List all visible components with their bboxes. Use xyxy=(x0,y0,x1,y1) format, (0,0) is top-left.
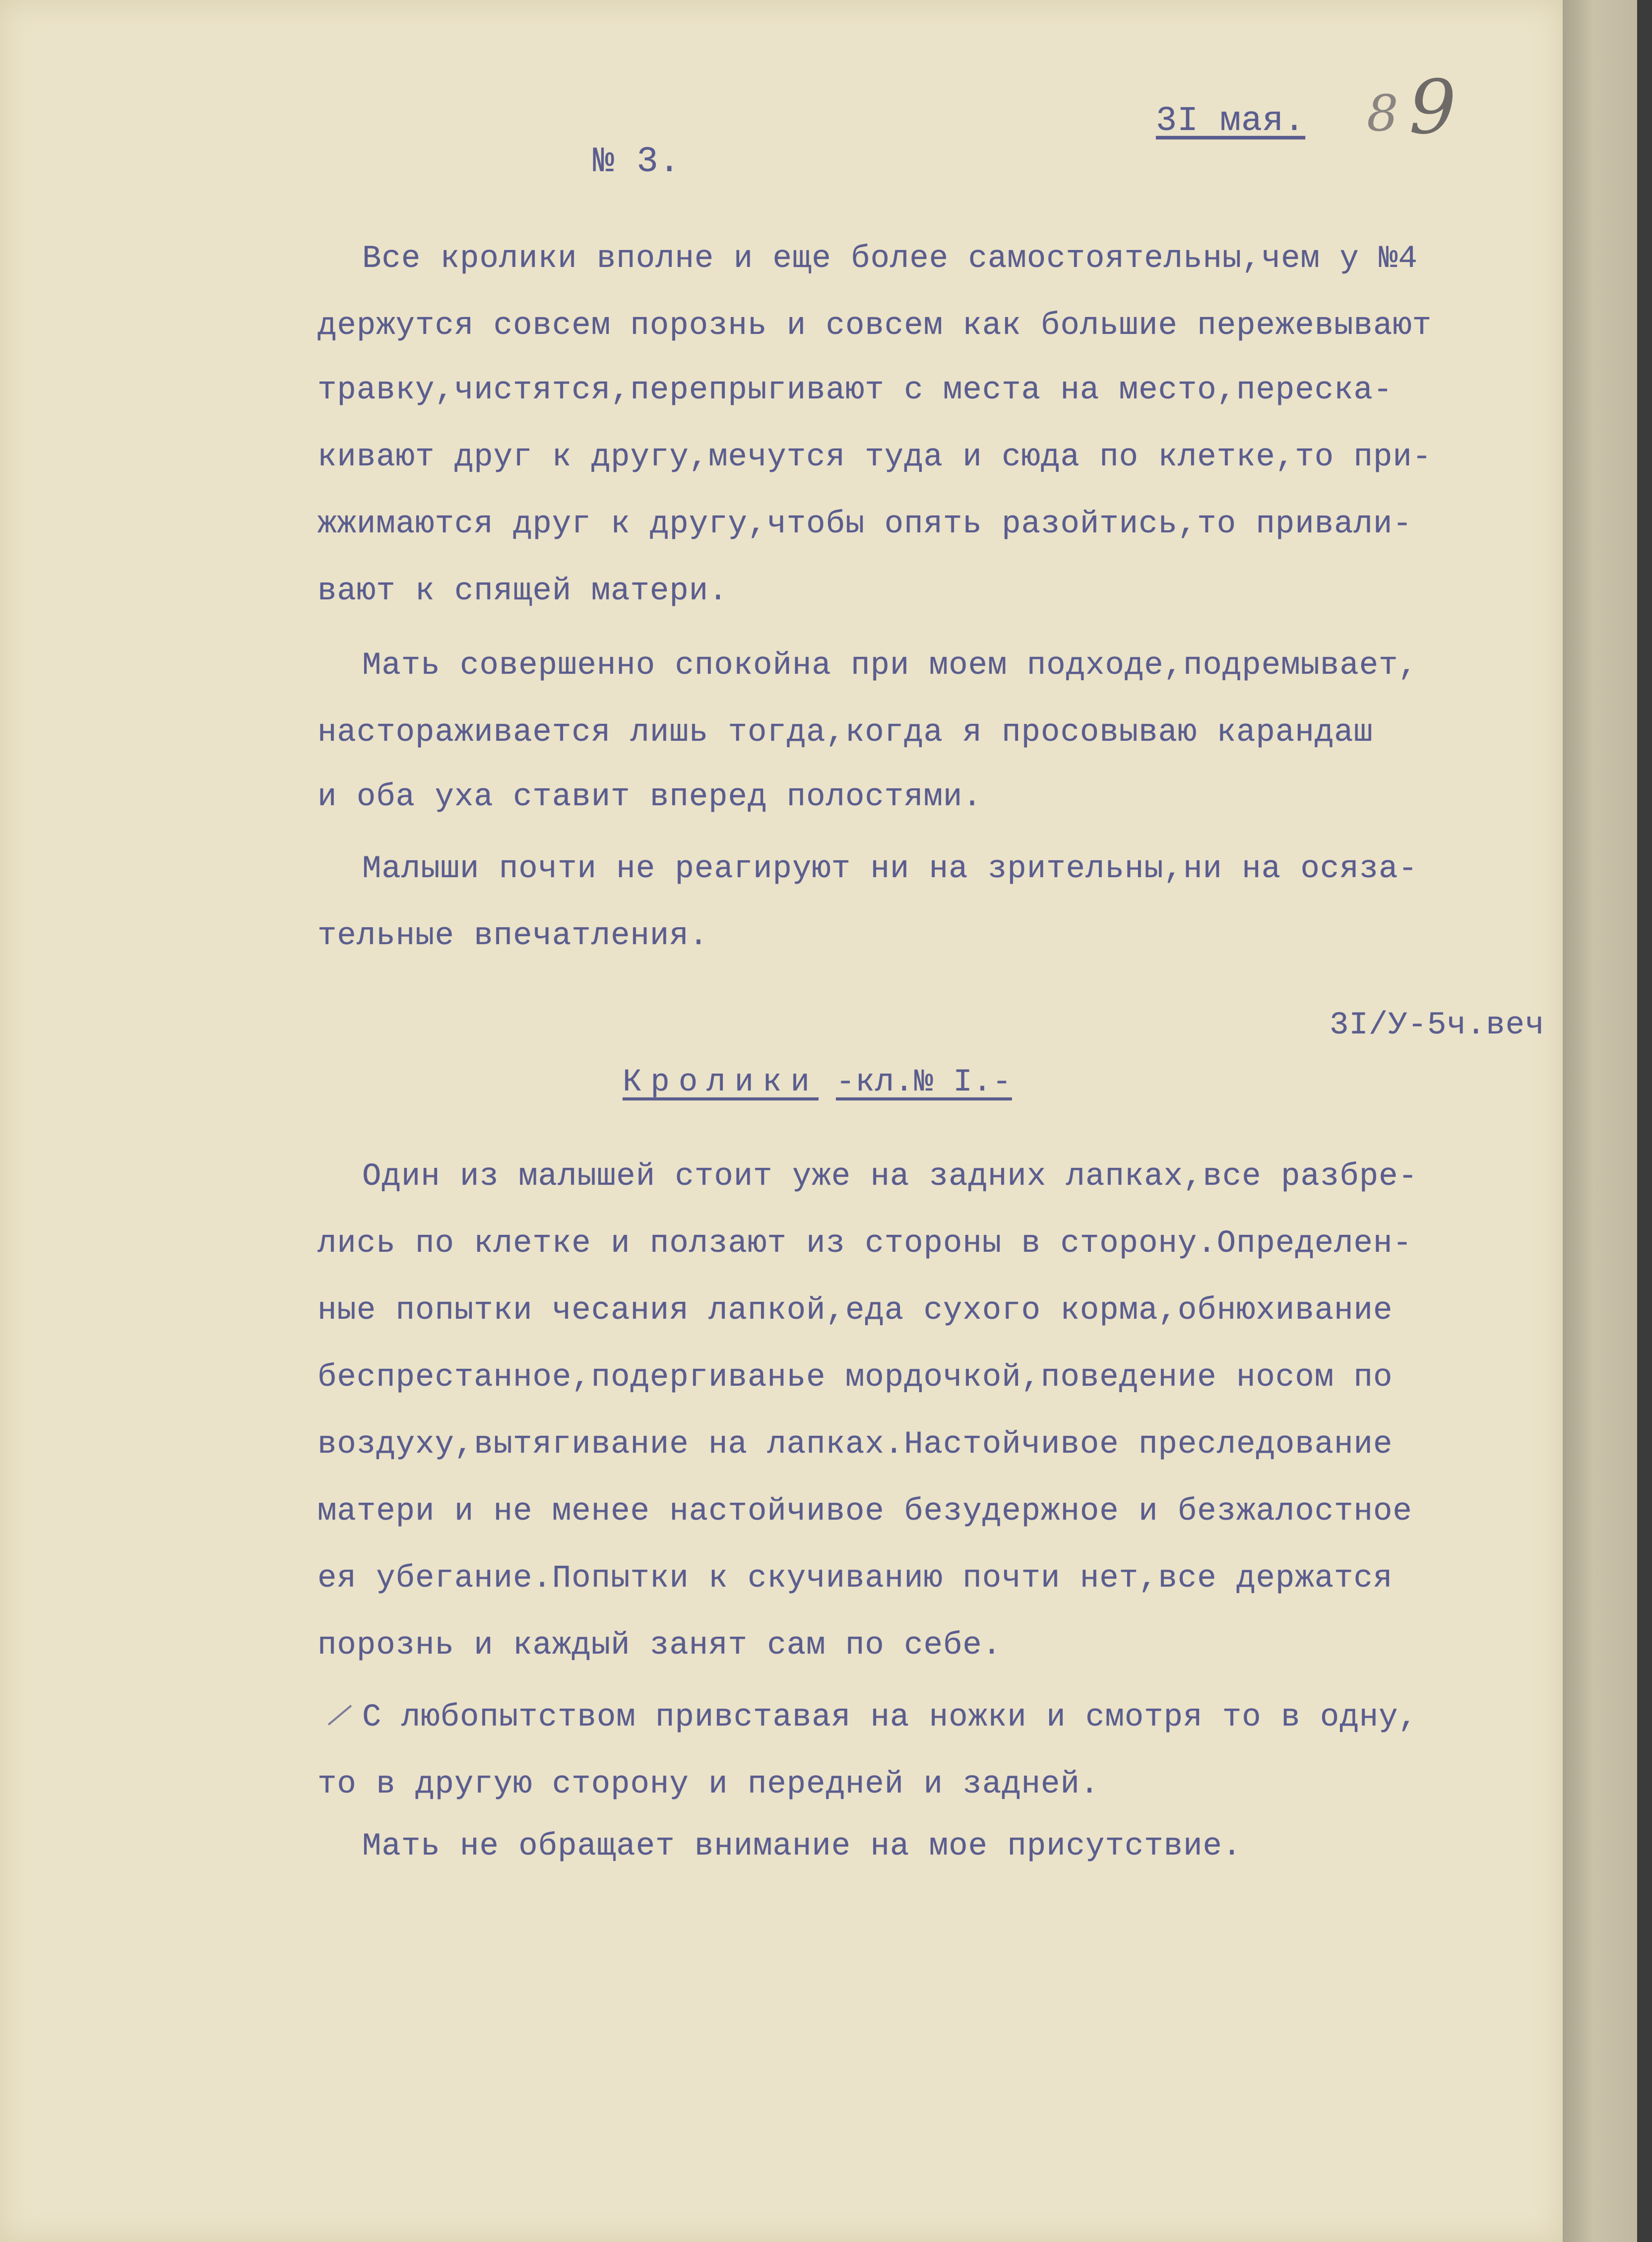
text-line: ея убегание.Попытки к скучиванию почти нет,все держатся xyxy=(318,1561,1393,1597)
text-line: воздуху,вытягивание на лапках.Настойчивое преследование xyxy=(318,1427,1393,1463)
text-line: вают к спящей матери. xyxy=(318,574,728,609)
text-line: травку,чистятся,перепрыгивают с места на место,переска- xyxy=(318,373,1393,408)
text-line: матери и не менее настойчивое безудержное и безжалостное xyxy=(318,1494,1412,1530)
text-line: Мать совершенно спокойна при моем подходе,подремывает, xyxy=(362,648,1418,684)
text-line: Один из малышей стоит уже на задних лапках,все разбре- xyxy=(362,1159,1418,1195)
text-line: то в другую сторону и передней и задней. xyxy=(318,1767,1100,1802)
text-line: держутся совсем порознь и совсем как большие пережевывают xyxy=(318,308,1432,344)
header-date: 3I мая. xyxy=(1156,102,1306,141)
text-line: кивают друг к другу,мечутся туда и сюда по клетке,то при- xyxy=(318,440,1432,475)
text-line: лись по клетке и ползают из стороны в сторону.Определен- xyxy=(318,1226,1412,1262)
time-note: 3I/У-5ч.веч xyxy=(1330,1008,1545,1043)
text-line: Малыши почти не реагируют ни на зрительны,ни на осяза- xyxy=(362,851,1418,887)
header-number: № 3. xyxy=(593,141,681,182)
section-heading: Кролики xyxy=(623,1065,819,1100)
text-line: Все кролики вполне и еще более самостоятельны,чем у №4 xyxy=(362,241,1418,277)
text-line: беспрестанное,подергиванье мордочкой,поведение носом по xyxy=(318,1360,1393,1396)
text-line: тельные впечатления. xyxy=(318,918,709,954)
text-line: С любопытством привставая на ножки и смотря то в одну, xyxy=(362,1700,1418,1735)
text-line: ные попытки чесания лапкой,еда сухого корма,обнюхивание xyxy=(318,1293,1393,1329)
text-line: и оба уха ставит вперед полостями. xyxy=(318,779,982,815)
scan-border xyxy=(1637,0,1652,2242)
text-line: настораживается лишь тогда,когда я просовываю карандаш xyxy=(318,715,1373,751)
text-line: Мать не обращает внимание на мое присутствие. xyxy=(362,1829,1242,1864)
section-heading-cage: -кл.№ I.- xyxy=(836,1065,1012,1100)
page-number-handwritten: 8 xyxy=(1367,84,1398,142)
page-number-stamp: 9 xyxy=(1409,64,1457,151)
text-line: жжимаются друг к другу,чтобы опять разойтись,то привали- xyxy=(318,507,1412,542)
text-line: порознь и каждый занят сам по себе. xyxy=(318,1628,1002,1664)
